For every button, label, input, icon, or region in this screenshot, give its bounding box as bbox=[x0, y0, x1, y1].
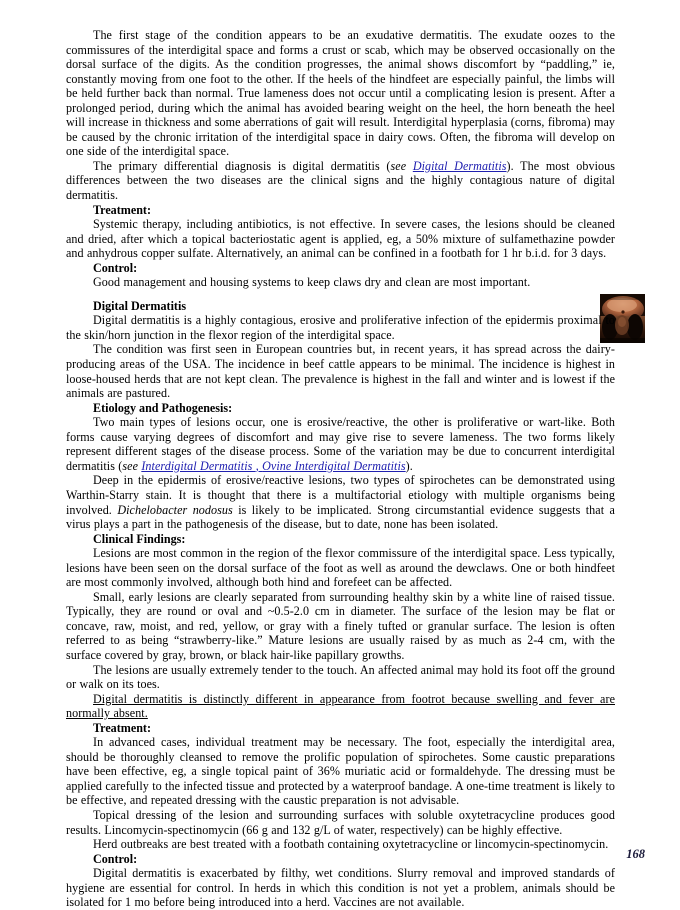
paragraph-spirochetes bbox=[66, 473, 615, 531]
paragraph-dd-epidemiology: The condition was first seen in European countries but, in recent years, it has spread across the dairy-producing areas of the USA. The incidence in beef cattle appears to be minimal. The incidence is highest in loose-housed herds that are not kept clean. The prevalence is highest in the fall and winter and is lowest if the animals are pastured. bbox=[66, 342, 615, 401]
heading-control-2: Control: bbox=[93, 851, 138, 866]
see-label: see bbox=[390, 158, 407, 173]
document-body bbox=[66, 28, 615, 910]
underlined-sentence: Digital dermatitis is distinctly different in appearance from footrot because swelling and fever are normally absent. bbox=[66, 691, 615, 721]
paragraph-lesion-appearance: Small, early lesions are clearly separated from surrounding healthy skin by a white line of raised tissue. Typically, they are round or oval and ~0.5-2.0 cm in diameter. The surface of the lesion may be flat or concave, raw, moist, and red, yellow, or gray with a finely tufted or granular surface. The lesion is often referred to as being “strawberry-like.” Mature lesions are usually raised by as much as 2-4 cm, with the surface covered by gray, brown, or black hair-like papillary growths. bbox=[66, 589, 615, 662]
heading-treatment-1: Treatment: bbox=[93, 202, 151, 217]
text-before-links: Two main types of lesions occur, one is erosive/reactive, the other is proliferative or wart-like. Both forms cause varying degrees of discomfort and may give rise to severe lameness. The two forms likely represent different stages of the disease process. Some of the variation may be due to concurrent interdigital dermatitis ( bbox=[66, 415, 615, 473]
paragraph-footrot-distinction bbox=[66, 692, 615, 721]
paragraph-herd-outbreaks: Herd outbreaks are best treated with a footbath containing oxytetracycline or lincomycin-spectinomycin. bbox=[93, 837, 609, 852]
text-after-link: ). The most obvious differences between the two diseases are the clinical signs and the highly contagious nature of digital dermatitis. bbox=[66, 158, 616, 203]
paragraph-advanced-treatment: In advanced cases, individual treatment may be necessary. The foot, especially the interdigital area, should be thoroughly cleansed to remove the prolific population of spirochetes. Some caustic preparations have been effective, eg, a single topical paint of 36% muriatic acid or formaldehyde. The dressing must be applied carefully to the infected tissue and protected by a waterproof bandage. A one-time treatment is likely to be effective, and repeated dressing with the caustic preparation is not advisable. bbox=[66, 735, 615, 808]
section-heading-digital-dermatitis: Digital Dermatitis bbox=[93, 298, 187, 313]
heading-clinical-findings: Clinical Findings: bbox=[93, 531, 186, 546]
text-before-italic: Deep in the epidermis of erosive/reactive lesions, two types of spirochetes can be demonstrated using Warthin-Starry stain. It is thought that there is a multifactorial etiology with multiple organisms being involved. bbox=[66, 473, 615, 517]
paragraph-topical-dressing: Topical dressing of the lesion and surrounding surfaces with soluble oxytetracycline produces good results. Lincomycin-spectinomycin (66 g and 132 g/L of water, respectively) can be highly effective. bbox=[66, 807, 615, 837]
paragraph-dd-definition: Digital dermatitis is a highly contagious, erosive and proliferative infection of the epidermis proximal to the skin/horn junction in the flexor region of the interdigital space. bbox=[66, 313, 615, 342]
heading-control-1: Control: bbox=[93, 260, 138, 275]
paragraph-systemic-therapy: Systemic therapy, including antibiotics, is not effective. In severe cases, the lesions should be cleaned and dried, after which a topical bacteriostatic agent is applied, eg, a 50% mixture of sulfamethazine powder and anhydrous copper sulfate. Alternatively, an animal can be confined in a footbath for 1 hr b.i.d. for 3 days. bbox=[66, 217, 615, 261]
section-spacer bbox=[66, 290, 615, 299]
paragraph-first-stage: The first stage of the condition appears to be an exudative dermatitis. The exudate oozes to the commissures of the interdigital space and forms a crust or scab, which may be observed occasionally on the dorsal surface of the digits. As the condition progresses, the animal shows discomfort by “paddling,” ie, constantly moving from one foot to the other. If the heels of the hindfeet are especially painful, the limbs will be held further back than normal. True lameness does not occur until a complicating lesion is present. After a prolonged period, during which the animal has avoided bearing weight on the heel, the horn beneath the heel will increase in thickness and some aberrations of gait will result. Interdigital hyperplasia (corns, fibroma) may be caused by the chronic irritation of the interdigital space in dairy cows. Often, the fibroma will develop on one side of the interdigital space. bbox=[66, 28, 615, 159]
text-after-links: ). bbox=[405, 458, 413, 473]
see-label-2: see bbox=[122, 458, 139, 473]
paragraph-lesion-location: Lesions are most common in the region of the flexor commissure of the interdigital space. Less typically, lesions have been seen on the dorsal surface of the foot as well as around the dewclaws. One or both hindfeet are most commonly involved, although both hind and forefeet can be affected. bbox=[66, 546, 615, 590]
text-after-italic: is likely to be implicated. Strong circumstantial evidence suggests that a virus plays a part in the pathogenesis of the disease, but to date, none has been isolated. bbox=[66, 502, 615, 532]
paragraph-control-measures: Digital dermatitis is exacerbated by filthy, wet conditions. Slurry removal and improved standards of hygiene are essential for control. In herds in which this condition is not yet a problem, animals should be isolated for 1 mo before being introduced into a herd. Vaccines are not available. bbox=[66, 866, 615, 910]
paragraph-lesion-tenderness: The lesions are usually extremely tender to the touch. An affected animal may hold its foot off the ground or walk on its toes. bbox=[66, 662, 615, 692]
paragraph-differential-diagnosis bbox=[66, 159, 615, 203]
text-before-link: The primary differential diagnosis is digital dermatitis ( bbox=[93, 158, 391, 173]
link-separator: , bbox=[255, 458, 263, 473]
paragraph-lesion-types bbox=[66, 415, 615, 473]
heading-treatment-2: Treatment: bbox=[93, 720, 151, 735]
link-ovine-interdigital-dermatitis[interactable]: Ovine Interdigital Dermatitis bbox=[262, 458, 406, 473]
link-interdigital-dermatitis[interactable]: Interdigital Dermatitis bbox=[141, 458, 256, 473]
page-number: 168 bbox=[626, 847, 645, 861]
organism-name-italic: Dichelobacter nodosus bbox=[117, 502, 233, 517]
paragraph-good-management: Good management and housing systems to keep claws dry and clean are most important. bbox=[93, 275, 531, 290]
link-digital-dermatitis[interactable]: Digital Dermatitis bbox=[412, 158, 507, 173]
heading-etiology-pathogenesis: Etiology and Pathogenesis: bbox=[93, 400, 233, 415]
